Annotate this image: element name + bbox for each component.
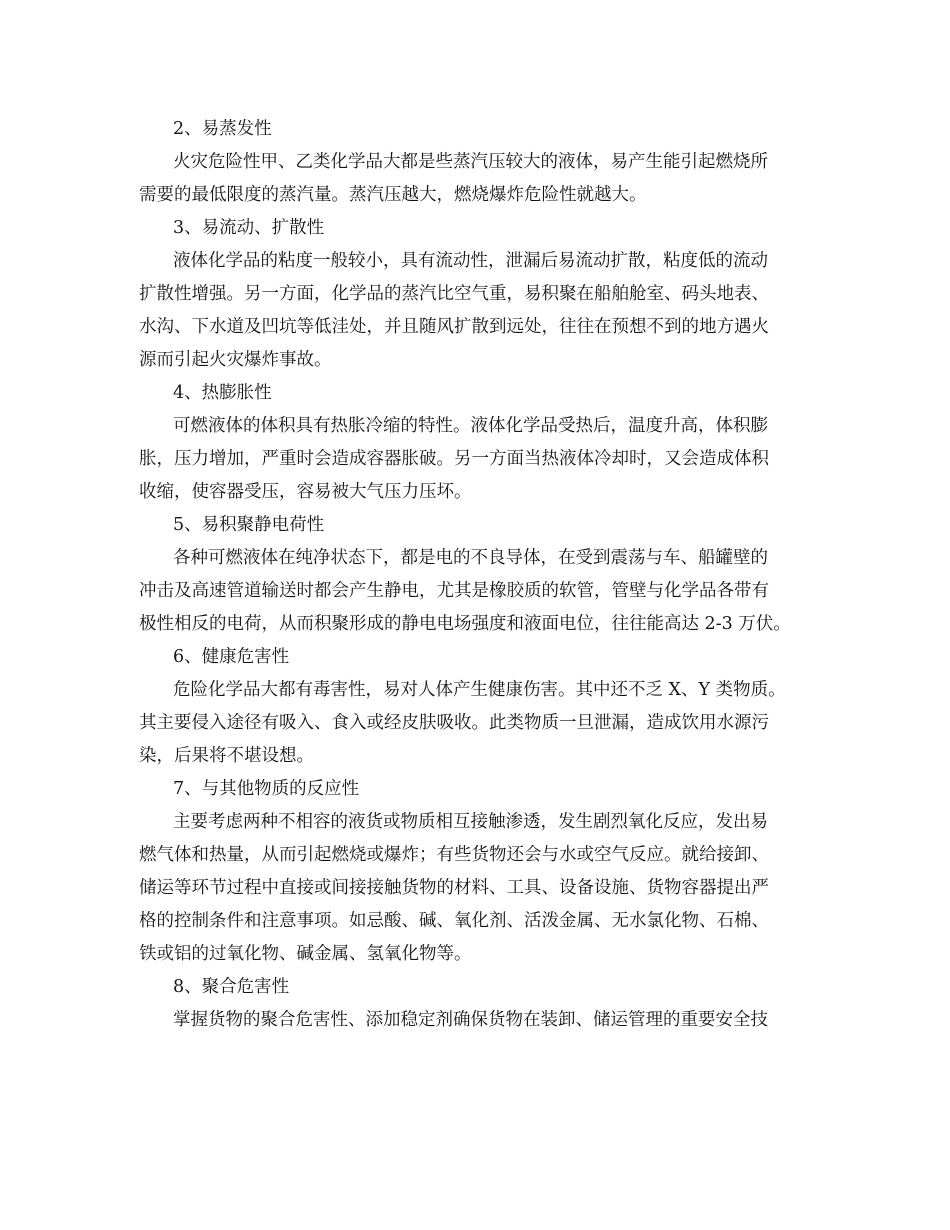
paragraph-line: 需要的最低限度的蒸汽量。蒸汽压越大，燃烧爆炸危险性就越大。 — [139, 185, 647, 205]
section-heading: 6、健康危害性 — [173, 647, 290, 667]
paragraph-line: 收缩，使容器受压，容易被大气压力压坏。 — [139, 482, 472, 502]
paragraph-line: 扩散性增强。另一方面，化学品的蒸汽比空气重，易积聚在船舶舱室、码头地表、 — [139, 284, 769, 304]
paragraph-line: 源而引起火灾爆炸事故。 — [139, 350, 332, 370]
section-heading: 2、易蒸发性 — [173, 119, 272, 139]
section-heading: 7、与其他物质的反应性 — [173, 779, 360, 799]
document-body — [139, 113, 819, 1037]
paragraph-line: 危险化学品大都有毒害性，易对人体产生健康伤害。其中还不乏 X、Y 类物质。 — [173, 680, 786, 700]
paragraph-line: 各种可燃液体在纯净状态下，都是电的不良导体，在受到震荡与车、船罐壁的 — [173, 548, 768, 568]
section-heading: 3、易流动、扩散性 — [173, 218, 325, 238]
paragraph-line: 燃气体和热量，从而引起燃烧或爆炸；有些货物还会与水或空气反应。就给接卸、 — [139, 845, 769, 865]
paragraph-line: 可燃液体的体积具有热胀冷缩的特性。液体化学品受热后，温度升高，体积膨 — [173, 416, 768, 436]
paragraph-line: 火灾危险性甲、乙类化学品大都是些蒸汽压较大的液体，易产生能引起燃烧所 — [173, 152, 768, 172]
paragraph-line: 储运等环节过程中直接或间接接触货物的材料、工具、设备设施、货物容器提出严 — [139, 878, 769, 898]
paragraph-line: 极性相反的电荷，从而积聚形成的静电电场强度和液面电位，往往能高达 2-3 万伏。 — [139, 614, 791, 634]
paragraph-line: 主要考虑两种不相容的液货或物质相互接触渗透，发生剧烈氧化反应，发出易 — [173, 812, 768, 832]
paragraph-line: 其主要侵入途径有吸入、食入或经皮肤吸收。此类物质一旦泄漏，造成饮用水源污 — [139, 713, 769, 733]
paragraph-line: 冲击及高速管道输送时都会产生静电，尤其是橡胶质的软管，管壁与化学品各带有 — [139, 581, 769, 601]
paragraph-line: 水沟、下水道及凹坑等低洼处，并且随风扩散到远处，往往在预想不到的地方遇火 — [139, 317, 769, 337]
paragraph-line: 胀，压力增加，严重时会造成容器胀破。另一方面当热液体冷却时，又会造成体积 — [139, 449, 769, 469]
paragraph-line: 液体化学品的粘度一般较小，具有流动性，泄漏后易流动扩散，粘度低的流动 — [173, 251, 768, 271]
section-heading: 8、聚合危害性 — [173, 977, 290, 997]
paragraph-line: 染，后果将不堪设想。 — [139, 746, 314, 766]
paragraph-line: 格的控制条件和注意事项。如忌酸、碱、氧化剂、活泼金属、无水氯化物、石棉、 — [139, 911, 769, 931]
paragraph-line: 铁或铝的过氧化物、碱金属、氢氧化物等。 — [139, 944, 472, 964]
section-heading: 4、热膨胀性 — [173, 383, 272, 403]
section-heading: 5、易积聚静电荷性 — [173, 515, 325, 535]
paragraph-line: 掌握货物的聚合危害性、添加稳定剂确保货物在装卸、储运管理的重要安全技 — [173, 1010, 768, 1030]
